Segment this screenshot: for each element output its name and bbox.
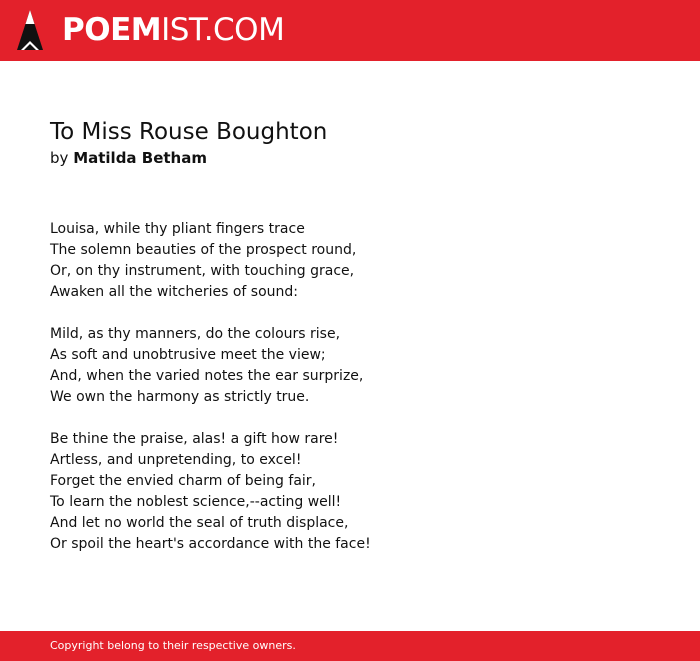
poem-line: Louisa, while thy pliant fingers trace xyxy=(50,221,305,237)
poem-line: Mild, as thy manners, do the colours rise, xyxy=(50,326,341,342)
poem-line: The solemn beauties of the prospect round, xyxy=(50,242,357,258)
stanza xyxy=(50,219,650,303)
poem-line: Awaken all the witcheries of sound: xyxy=(50,284,298,300)
pencil-tip-icon xyxy=(16,9,44,51)
poem-body xyxy=(50,219,650,576)
site-footer xyxy=(0,631,700,661)
poem-line: Or spoil the heart's accordance with the face! xyxy=(50,536,371,552)
poem-line: And let no world the seal of truth displace, xyxy=(50,515,349,531)
site-logo-text[interactable] xyxy=(62,12,284,48)
poem-line: Be thine the praise, alas! a gift how rare! xyxy=(50,431,339,447)
poem-line: Forget the envied charm of being fair, xyxy=(50,473,316,489)
poem-title: To Miss Rouse Boughton xyxy=(50,119,328,145)
poem-line: And, when the varied notes the ear surprize, xyxy=(50,368,364,384)
brand-light-text: IST.COM xyxy=(161,12,285,48)
author-name: Matilda Betham xyxy=(73,149,207,167)
stanza xyxy=(50,324,650,408)
stanza xyxy=(50,429,650,555)
brand-bold-text: POEM xyxy=(62,12,162,48)
poem-line: To learn the noblest science,--acting well! xyxy=(50,494,342,510)
poem-line: We own the harmony as strictly true. xyxy=(50,389,310,405)
poem-line: Artless, and unpretending, to excel! xyxy=(50,452,302,468)
poem-line: Or, on thy instrument, with touching grace, xyxy=(50,263,355,279)
site-header xyxy=(0,0,700,61)
copyright-text: Copyright belong to their respective owners. xyxy=(50,639,296,652)
by-label: by xyxy=(50,149,69,167)
poem-line: As soft and unobtrusive meet the view; xyxy=(50,347,326,363)
byline xyxy=(50,148,207,168)
